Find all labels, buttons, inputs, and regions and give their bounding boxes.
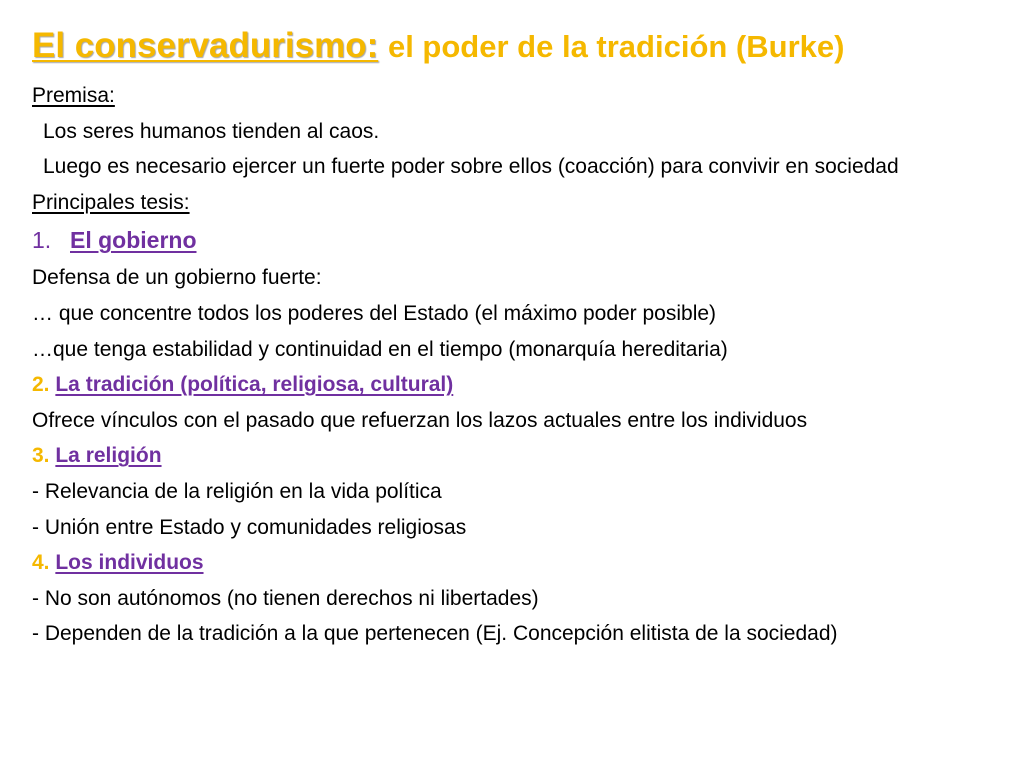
title-sub: el poder de la tradición (Burke) <box>387 29 845 64</box>
section-number: 3. <box>32 444 50 468</box>
section-line: - No son autónomos (no tienen derechos ni libertades) <box>32 586 539 610</box>
section-number: 4. <box>32 551 50 575</box>
title-main: El conservadurismo: <box>32 26 379 65</box>
section-line: Ofrece vínculos con el pasado que refuerzan los lazos actuales entre los individuos <box>32 408 808 432</box>
section-label: Los individuos <box>55 551 204 575</box>
section-heading <box>32 545 1012 581</box>
section-label: La tradición (política, religiosa, cultural) <box>55 373 454 397</box>
slide-title <box>32 26 844 67</box>
section-number: 2. <box>32 373 50 397</box>
section-label: El gobierno <box>70 227 197 254</box>
section-line: - Relevancia de la religión en la vida política <box>32 479 442 503</box>
section-line: Defensa de un gobierno fuerte: <box>32 266 322 290</box>
section-label: La religión <box>55 444 162 468</box>
section-line: - Dependen de la tradición a la que pertenecen (Ej. Concepción elitista de la sociedad) <box>32 622 838 646</box>
section-heading <box>32 220 1012 260</box>
section-heading <box>32 367 1012 403</box>
section-number: 1. <box>32 227 52 254</box>
premisa-label: Premisa: <box>32 84 115 107</box>
premisa-line: Luego es necesario ejercer un fuerte poder sobre ellos (coacción) para convivir en sociedad <box>43 155 899 179</box>
tesis-label: Principales tesis: <box>32 190 190 214</box>
slide-body <box>32 78 1012 652</box>
section-heading <box>32 438 1012 474</box>
section-line: - Unión entre Estado y comunidades religiosas <box>32 515 467 539</box>
section-line: …que tenga estabilidad y continuidad en el tiempo (monarquía hereditaria) <box>32 337 728 361</box>
premisa-line: Los seres humanos tienden al caos. <box>43 119 380 143</box>
premisa-label-line <box>32 78 1012 114</box>
section-line: … que concentre todos los poderes del Estado (el máximo poder posible) <box>32 301 717 325</box>
tesis-label-line <box>32 185 1012 221</box>
